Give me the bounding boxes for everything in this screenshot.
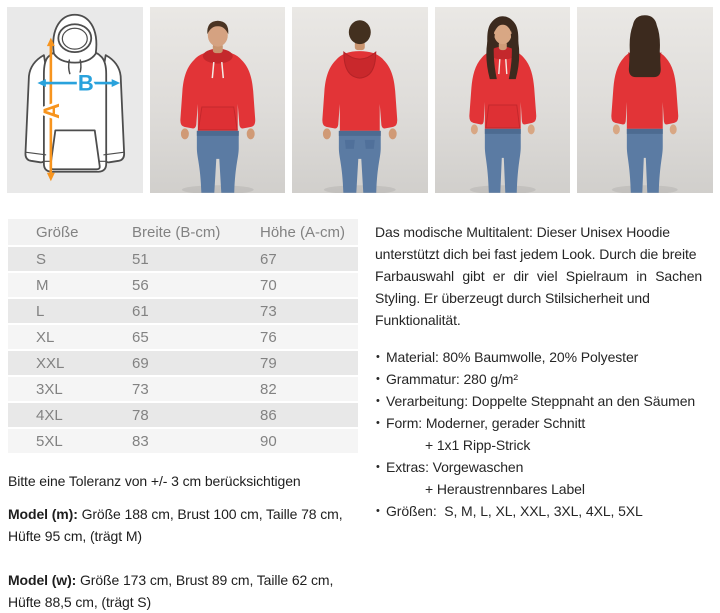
tolerance-note: Bitte eine Toleranz von +/- 3 cm berücksichtigen [8,473,301,489]
size-guide-section [8,219,360,613]
size-table-cell: 70 [260,272,358,298]
size-table-row [8,402,358,428]
size-table-cell: 4XL [8,402,132,428]
size-table-cell: 51 [132,246,260,272]
size-table-cell: 79 [260,350,358,376]
size-table-cell: 78 [132,402,260,428]
model-w-measurements: Größe 173 cm, Brust 89 cm, Taille 62 cm, [76,572,334,588]
product-image-gallery [7,7,713,193]
bullet-icon: • [376,351,380,363]
size-table-col-header: Breite (B-cm) [132,219,260,246]
description-line: Funktionalität. [375,312,461,328]
description-line: Farbauswahl gibt er dir viel Spielraum in Sachen [375,268,703,284]
feature-sub-line: + 1x1 Ripp-Strick [425,437,531,453]
size-table-row [8,246,358,272]
model-m-measurements: Größe 188 cm, Brust 100 cm, Taille 78 cm, [77,506,343,522]
bullet-icon: • [376,373,380,385]
feature-item: • Grammatur: 280 g/m² [375,368,716,390]
bullet-icon: • [376,395,380,407]
woman-front-figure-icon [435,7,571,193]
man-back-figure-icon [292,7,428,193]
size-table-cell: 86 [260,402,358,428]
model-m-label: Model (m): [8,506,78,522]
size-table-row [8,324,358,350]
description-line: unterstützt dich bei fast jedem Look. Durch die breite [375,246,697,262]
size-table-cell: 73 [260,298,358,324]
size-table-cell: 69 [132,350,260,376]
size-table-col-header: Größe [8,219,132,246]
size-table-cell: 5XL [8,428,132,454]
size-table-cell: L [8,298,132,324]
size-table-row [8,298,358,324]
feature-item: • Extras: Vorgewaschen + Heraustrennbares Label [375,456,716,500]
size-table-col-header: Höhe (A-cm) [260,219,358,246]
description-line: Styling. Er überzeugt durch Stilsicherheit und [375,290,650,306]
bullet-icon: • [376,461,380,473]
bullet-icon: • [376,417,380,429]
feature-list [375,346,716,522]
size-table-cell: S [8,246,132,272]
size-table-row [8,376,358,402]
model-w-measurements-line2: Hüfte 88,5 cm, (trägt S) [8,594,152,610]
size-table-cell: XL [8,324,132,350]
size-table-cell: 73 [132,376,260,402]
size-table-body [8,246,358,454]
hoodie-measurement-diagram-icon [7,7,143,193]
size-table-header-row [8,219,358,246]
photo-woman-back [577,7,713,193]
size-table-cell: 3XL [8,376,132,402]
product-description [375,221,716,522]
size-table-row [8,428,358,454]
size-diagram-panel [7,7,143,193]
photo-woman-front [435,7,571,193]
model-w-label: Model (w): [8,572,77,588]
model-m-measurements-line2: Hüfte 95 cm, (trägt M) [8,528,142,544]
size-table-row [8,272,358,298]
photo-man-back [292,7,428,193]
description-intro [375,221,716,331]
size-table-cell: 65 [132,324,260,350]
size-table-cell: XXL [8,350,132,376]
size-table-row [8,350,358,376]
man-front-figure-icon [150,7,286,193]
size-table-cell: 82 [260,376,358,402]
size-table-cell: M [8,272,132,298]
photo-man-front [150,7,286,193]
woman-back-figure-icon [577,7,713,193]
feature-item: • Form: Moderner, gerader Schnitt + 1x1 Ripp-Strick [375,412,716,456]
bullet-icon: • [376,505,380,517]
size-table-cell: 61 [132,298,260,324]
model-m-info [8,503,360,547]
diagram-label-a: A [38,103,64,119]
description-line: Das modische Multitalent: Dieser Unisex Hoodie [375,224,670,240]
feature-sub-line: + Heraustrennbares Label [425,481,585,497]
feature-item: • Material: 80% Baumwolle, 20% Polyester [375,346,716,368]
model-w-info [8,569,360,613]
size-table-cell: 67 [260,246,358,272]
diagram-label-b: B [77,70,94,96]
size-table-cell: 90 [260,428,358,454]
size-table-cell: 83 [132,428,260,454]
size-table-cell: 56 [132,272,260,298]
feature-item: • Verarbeitung: Doppelte Steppnaht an den Säumen [375,390,716,412]
feature-item: • Größen: S, M, L, XL, XXL, 3XL, 4XL, 5XL [375,500,716,522]
size-table-cell: 76 [260,324,358,350]
size-table [8,219,358,455]
